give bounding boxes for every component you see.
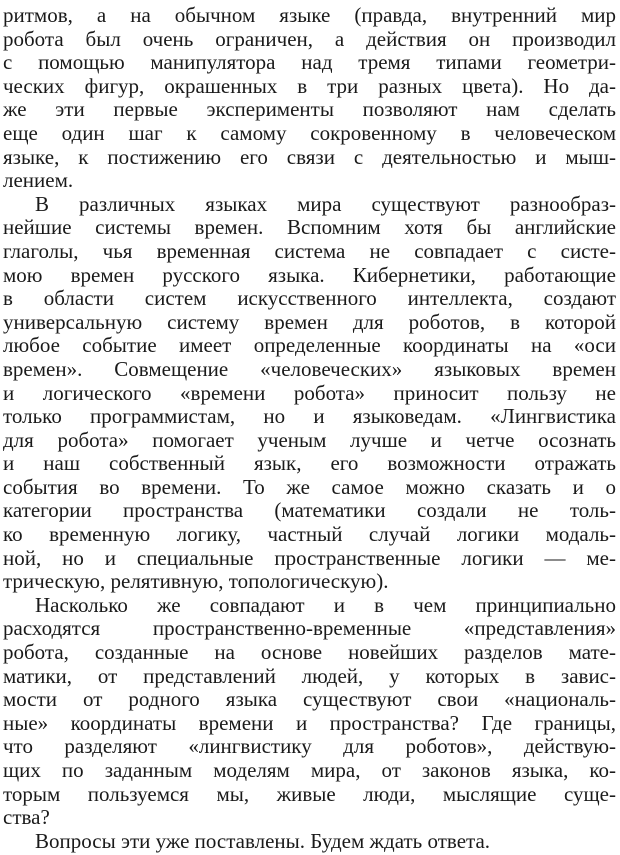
text-line: времен». Совмещение «человеческих» языковых времен <box>3 357 616 381</box>
text-line: трическую, релятивную, топологическую). <box>3 570 389 594</box>
text-line: ритмов, а на обычном языке (правда, внутренний мир <box>3 4 616 27</box>
text-line: мою времен русского языка. Кибернетики, работающие <box>3 263 616 287</box>
text-line: языке, к постижению его связи с деятельностью и мыш- <box>3 145 616 169</box>
text-line: Насколько же совпадают и в чем принципиально <box>35 593 616 617</box>
text-line: робота был очень ограничен, а действия он производил <box>3 27 616 51</box>
text-line: нейшие системы времен. Вспомним хотя бы английские <box>3 216 616 240</box>
text-line: робота, созданные на основе новейших разделов мате- <box>3 641 616 665</box>
text-line: ной, но и специальные пространственные логики — ме- <box>3 546 616 570</box>
text-line: мости от родного языка существуют свои «националь- <box>3 688 616 712</box>
paragraph-3 <box>3 594 616 830</box>
text-line: ческих фигур, окрашенных в три разных цвета). Но да- <box>3 74 616 98</box>
text-line: же эти первые эксперименты позволяют нам сделать <box>3 98 616 122</box>
paragraph-2 <box>3 193 616 594</box>
text-line: лением. <box>3 169 74 193</box>
text-line: и наш собственный язык, его возможности отражать <box>3 452 616 476</box>
text-line: для робота» помогает ученым лучше и четче осознать <box>3 428 616 452</box>
text-line: ства? <box>3 806 50 830</box>
text-line: В различных языках мира существуют разнообраз- <box>35 192 616 216</box>
text-line: матики, от представлений людей, у которых в завис- <box>3 664 616 688</box>
text-line: только программистам, но и языковедам. «Лингвистика <box>3 405 616 429</box>
text-line: категории пространства (математики создали не толь- <box>3 499 616 523</box>
text-line: что разделяют «лингвистику для роботов», действую- <box>3 735 616 759</box>
text-line: и логического «времени робота» приносит пользу не <box>3 381 616 405</box>
text-line: Вопросы эти уже поставлены. Будем ждать ответа. <box>35 829 491 853</box>
paragraph-1 <box>3 4 616 193</box>
text-line: щих по заданным моделям мира, от законов языка, ко- <box>3 759 616 782</box>
text-line: торым пользуемся мы, живые люди, мыслящие суще- <box>3 782 616 806</box>
text-line: события во времени. То же самое можно сказать и о <box>3 475 616 499</box>
text-line: с помощью манипулятора над тремя типами геометри- <box>3 51 616 75</box>
text-line: ные» координаты времени и пространства? Где границы, <box>3 711 616 735</box>
paragraph-4 <box>3 830 616 854</box>
text-line: универсальную систему времен для роботов, в которой <box>3 310 616 334</box>
text-line: в области систем искусственного интеллекта, создают <box>3 287 616 311</box>
text-line: любое событие имеет определенные координаты на «оси <box>3 334 616 358</box>
text-line: расходятся пространственно-временные «представления» <box>3 617 616 641</box>
text-line: еще один шаг к самому сокровенному в человеческом <box>3 121 616 145</box>
text-line: глаголы, чья временная система не совпадает с систе- <box>3 239 616 263</box>
text-line: ко временную логику, частный случай логики модаль- <box>3 523 616 547</box>
